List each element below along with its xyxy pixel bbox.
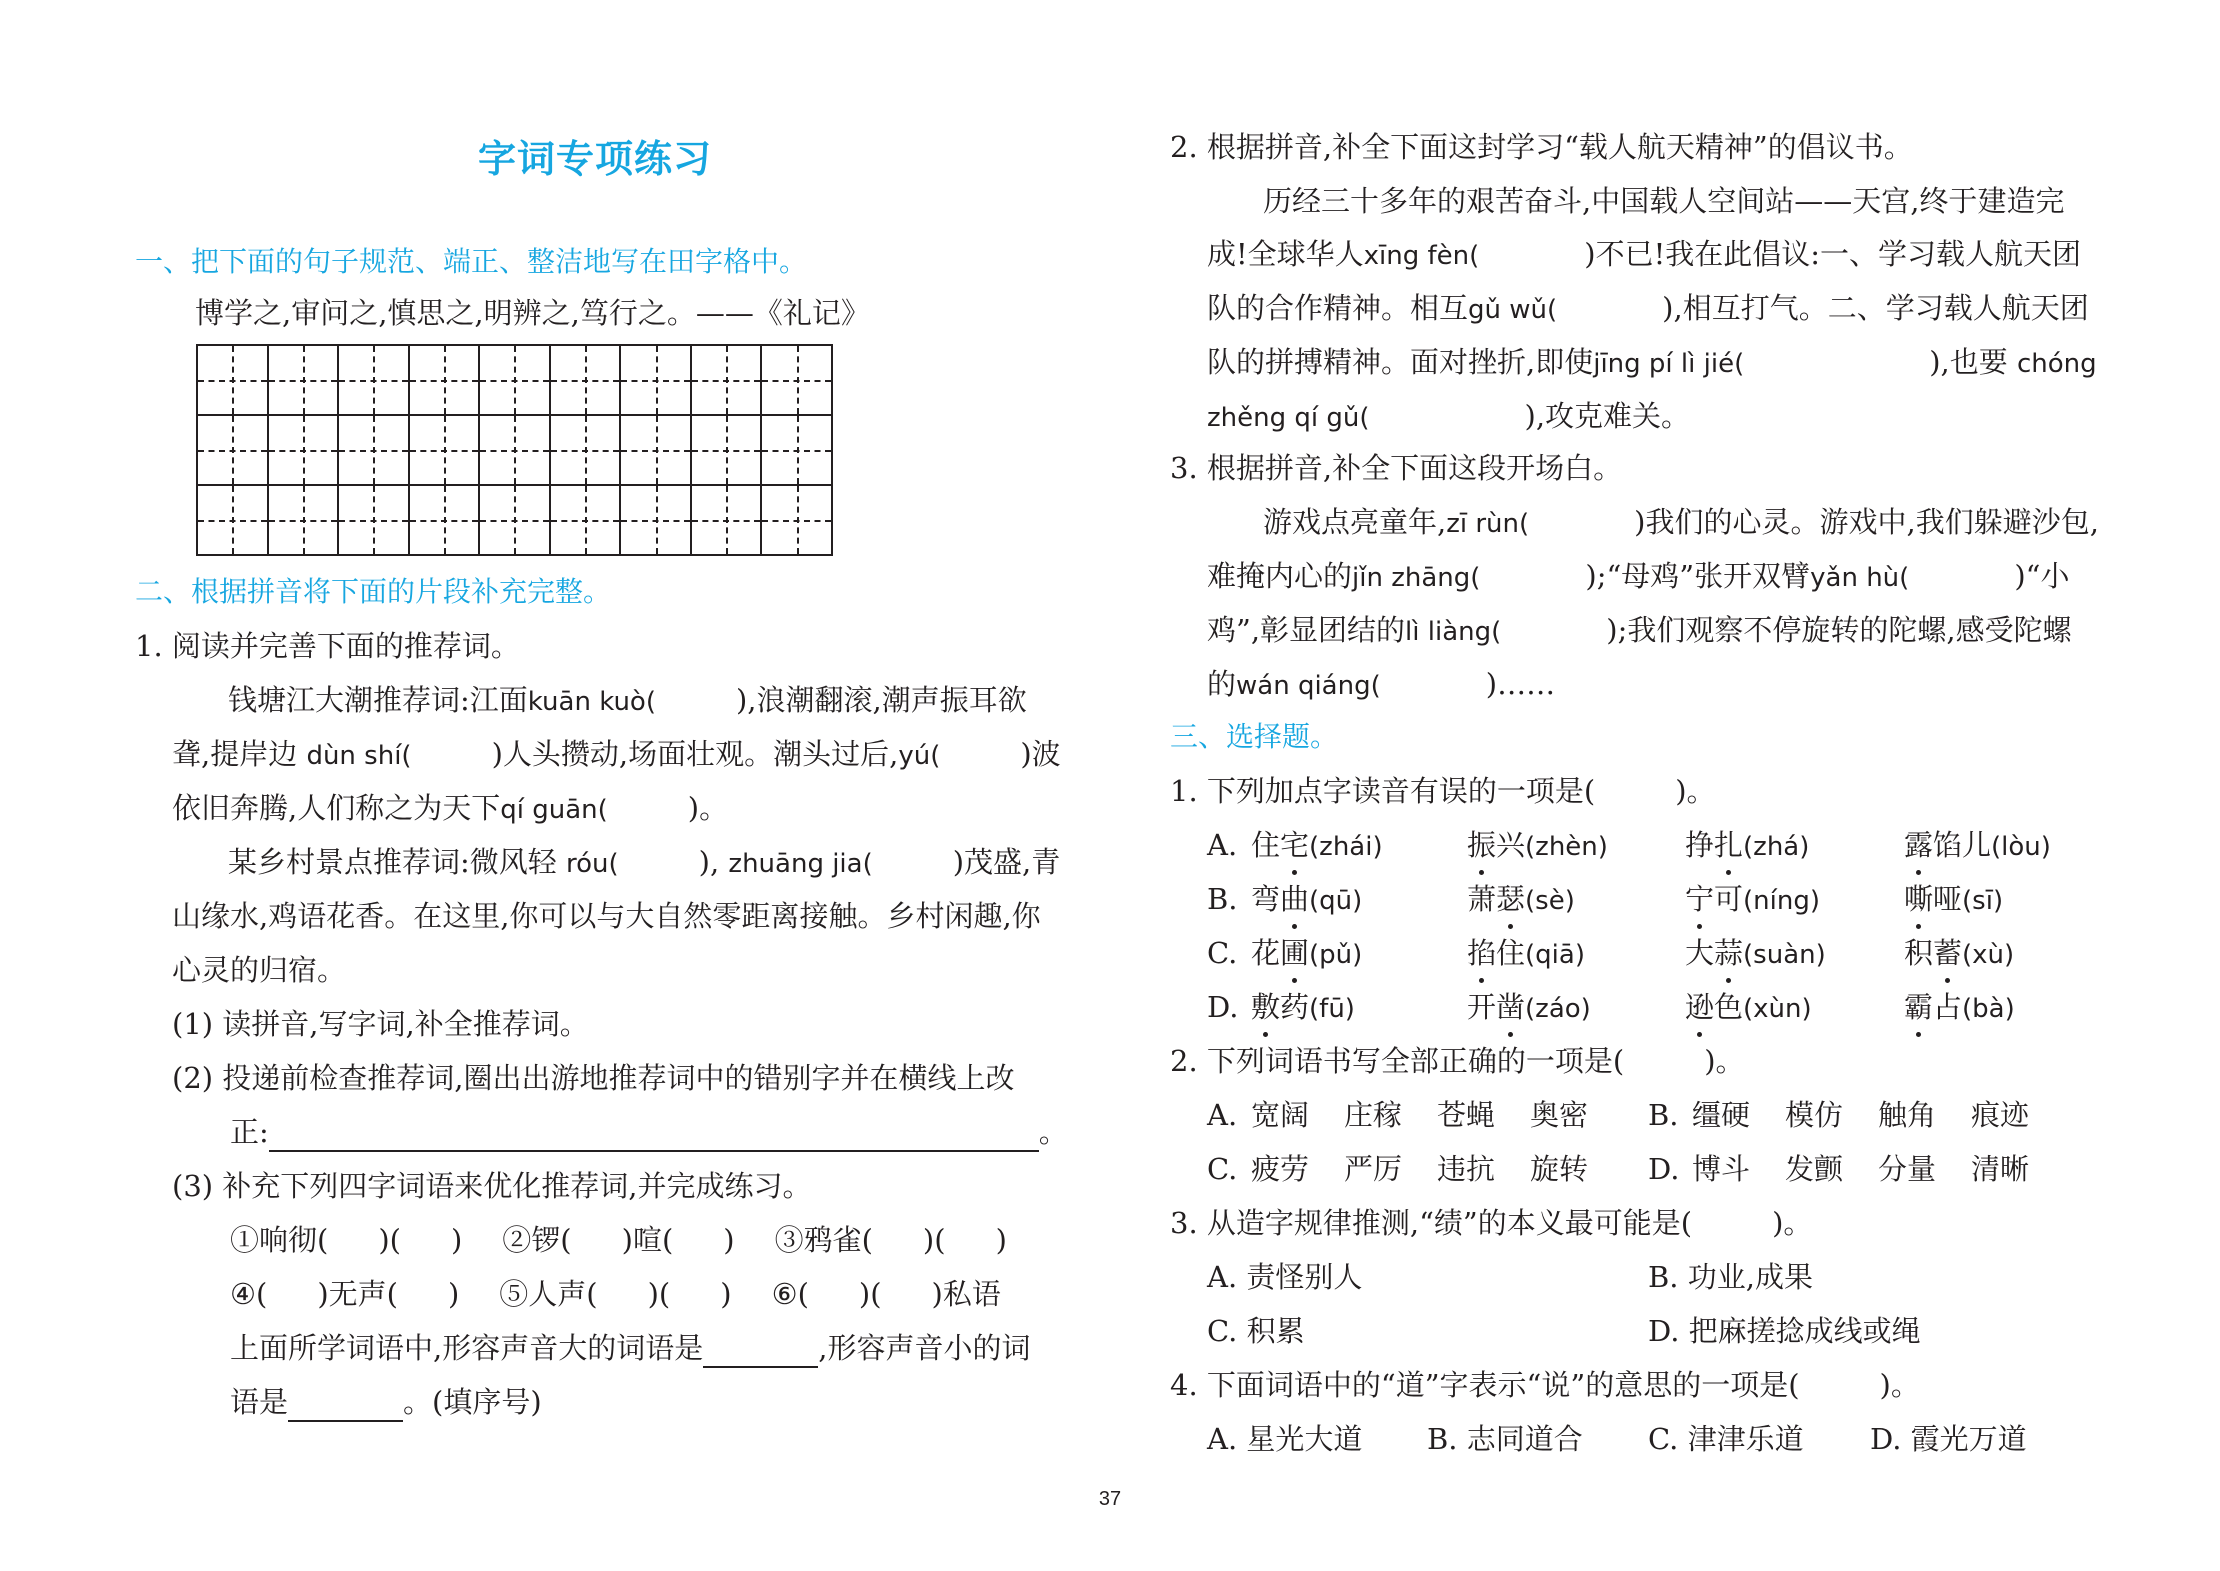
option-word	[1685, 825, 1809, 867]
pinyin: yú(	[898, 741, 941, 771]
choice-option-d[interactable]	[1648, 1149, 2030, 1189]
emphasized-character: 嘶	[1904, 879, 1933, 919]
grid-cell[interactable]	[410, 346, 481, 416]
text: 1. 下列加点字读音有误的一项是(	[1170, 774, 1596, 808]
pinyin: kuān kuò(	[527, 687, 656, 717]
choice-option-a[interactable]	[1207, 1419, 1362, 1459]
paragraph-line	[1207, 288, 2089, 328]
grid-cell[interactable]	[410, 486, 481, 556]
choice-option-c[interactable]	[1648, 1419, 1804, 1459]
option-label: B.	[1207, 882, 1238, 916]
grid-cell[interactable]	[551, 486, 622, 556]
option-word	[1904, 987, 2015, 1029]
idiom-part: )(	[858, 1277, 882, 1311]
grid-cell[interactable]	[269, 416, 340, 486]
grid-cell[interactable]	[762, 346, 833, 416]
text: 队的拼搏精神。面对挫折,即使	[1207, 345, 1594, 379]
text: 鸡”,彰显团结的	[1207, 613, 1406, 647]
idiom-part: ①响彻(	[230, 1223, 329, 1257]
word-part: 哑	[1933, 882, 1963, 916]
grid-cell[interactable]	[198, 346, 269, 416]
section-3-heading: 三、选择题。	[1170, 720, 1339, 753]
option-word	[1467, 933, 1585, 975]
choice-option-d[interactable]	[1207, 987, 2015, 1027]
text: )。	[687, 791, 729, 825]
page-title: 字词专项练习	[477, 136, 712, 181]
idiom-part: )	[720, 1277, 732, 1311]
text: 3. 从造字规律推测,“绩”的本义最可能是(	[1170, 1206, 1693, 1240]
idiom-part: )(	[647, 1277, 671, 1311]
word-part: 挣	[1685, 828, 1715, 862]
choice-option-c[interactable]	[1207, 933, 2015, 973]
text: )波	[1020, 737, 1061, 771]
pinyin: (bà)	[1962, 994, 2015, 1024]
option-word: 疲劳	[1251, 1152, 1310, 1186]
idiom-part: )	[723, 1223, 735, 1257]
emphasized-character: 扎	[1714, 825, 1743, 865]
word-part: 色	[1714, 990, 1744, 1024]
text: 某乡村景点推荐词:微风轻	[228, 845, 557, 879]
option-label: C.	[1648, 1422, 1679, 1456]
option-word	[1685, 879, 1820, 921]
quote-text: 博学之,审问之,慎思之,明辨之,笃行之。——《礼记》	[195, 296, 870, 330]
pinyin: (záo)	[1525, 994, 1591, 1024]
option-text: 津津乐道	[1687, 1422, 1804, 1456]
option-word: 模仿	[1785, 1098, 1844, 1132]
word-part: 住	[1251, 828, 1281, 862]
grid-cell[interactable]	[621, 486, 692, 556]
option-word: 分量	[1878, 1152, 1937, 1186]
question-2-1-prompt: 1. 阅读并完善下面的推荐词。	[135, 629, 520, 663]
grid-cell[interactable]	[339, 416, 410, 486]
pinyin: xīng fèn(	[1363, 241, 1480, 271]
idiom-part: ⑥(	[771, 1277, 809, 1311]
option-word	[1904, 933, 2014, 975]
emphasized-character: 振	[1467, 825, 1496, 865]
text: 队的合作精神。相互	[1207, 291, 1469, 325]
pinyin: róu(	[566, 849, 619, 879]
option-label: D.	[1648, 1314, 1680, 1348]
option-label: B.	[1648, 1098, 1679, 1132]
option-word	[1467, 879, 1575, 921]
subquestion-1: (1) 读拼音,写字词,补全推荐词。	[172, 1007, 589, 1041]
option-word	[1467, 825, 1608, 867]
section-2-heading: 二、根据拼音将下面的片段补充完整。	[135, 575, 612, 608]
pinyin: gǔ wǔ(	[1468, 295, 1558, 325]
option-word: 宽阔	[1251, 1098, 1310, 1132]
text: 2. 下列词语书写全部正确的一项是(	[1170, 1044, 1625, 1078]
pinyin: wán qiáng(	[1236, 671, 1381, 701]
paragraph-line	[1207, 610, 2072, 650]
fill-sentence-line-2	[230, 1382, 542, 1422]
text: )。	[1675, 774, 1716, 808]
paragraph-line	[1263, 502, 2099, 542]
grid-cell[interactable]	[480, 416, 551, 486]
choice-option-a[interactable]	[1207, 1095, 1589, 1135]
emphasized-character: 敷	[1251, 987, 1280, 1027]
paragraph-line	[1207, 234, 2081, 274]
answer-underline[interactable]	[288, 1390, 403, 1422]
idiom-part: )无声(	[317, 1277, 398, 1311]
pinyin: chóng	[2017, 349, 2097, 379]
paragraph-line	[172, 788, 728, 828]
option-word: 缰硬	[1692, 1098, 1751, 1132]
idiom-part: ②锣(	[502, 1223, 572, 1257]
grid-cell[interactable]	[551, 416, 622, 486]
idioms-row-1	[230, 1220, 1007, 1260]
subquestion-2: (2) 投递前检查推荐词,圈出出游地推荐词中的错别字并在横线上改	[172, 1061, 1015, 1095]
choice-option-a[interactable]	[1207, 1257, 1362, 1297]
choice-question-1-prompt	[1170, 771, 1716, 811]
option-word: 发颤	[1785, 1152, 1844, 1186]
emphasized-character: 露	[1904, 825, 1933, 865]
page-number: 37	[1098, 1488, 1122, 1510]
option-word: 旋转	[1530, 1152, 1589, 1186]
option-label: B.	[1648, 1260, 1679, 1294]
grid-cell[interactable]	[269, 486, 340, 556]
choice-option-b[interactable]	[1427, 1419, 1583, 1459]
text: 依旧奔腾,人们称之为天下	[172, 791, 501, 825]
option-word: 奥密	[1530, 1098, 1589, 1132]
option-word	[1251, 879, 1362, 921]
word-part: 花	[1251, 936, 1281, 970]
text: 语是	[230, 1385, 289, 1419]
grid-cell[interactable]	[621, 416, 692, 486]
emphasized-character: 曲	[1280, 879, 1309, 919]
option-word	[1467, 987, 1591, 1029]
option-word: 庄稼	[1344, 1098, 1403, 1132]
pinyin: dùn shí(	[306, 741, 412, 771]
text: 。	[1038, 1115, 1068, 1149]
pinyin: yǎn hù(	[1810, 563, 1910, 593]
text: );我们观察不停旋转的陀螺,感受陀螺	[1606, 613, 2072, 647]
pinyin: zī rùn(	[1446, 509, 1530, 539]
choice-question-3-prompt	[1170, 1203, 1812, 1243]
pinyin: (sè)	[1525, 886, 1575, 916]
option-label: D.	[1870, 1422, 1902, 1456]
text: )。	[1772, 1206, 1813, 1240]
option-text: 积累	[1246, 1314, 1305, 1348]
choice-question-2-prompt	[1170, 1041, 1745, 1081]
pinyin: zhuāng jia(	[728, 849, 873, 879]
pinyin: (xùn)	[1743, 994, 1812, 1024]
choice-option-b[interactable]	[1648, 1095, 2030, 1135]
emphasized-character: 宁	[1685, 879, 1714, 919]
option-label: D.	[1648, 1152, 1680, 1186]
emphasized-character: 凿	[1496, 987, 1525, 1027]
paragraph-line	[1207, 664, 1555, 704]
choice-option-c[interactable]	[1207, 1149, 1589, 1189]
pinyin: (zhèn)	[1525, 832, 1608, 862]
option-text: 功业,成果	[1687, 1260, 1813, 1294]
grid-cell[interactable]	[692, 486, 763, 556]
pinyin: (fū)	[1309, 994, 1355, 1024]
option-label: A.	[1207, 1422, 1238, 1456]
word-part: 住	[1496, 936, 1526, 970]
option-label: A.	[1207, 1260, 1238, 1294]
option-label: C.	[1207, 936, 1238, 970]
text: ),	[698, 845, 720, 879]
choice-option-b[interactable]	[1207, 879, 2004, 919]
idiom-part: ⑤人声(	[499, 1277, 598, 1311]
text: 成!全球华人	[1207, 237, 1364, 271]
text: )不已!我在此倡议:一、学习载人航天团	[1584, 237, 2082, 271]
choice-option-a[interactable]	[1207, 825, 2051, 865]
paragraph-line: 心灵的归宿。	[172, 953, 347, 987]
pinyin: (suàn)	[1743, 940, 1826, 970]
paragraph-line	[172, 734, 1061, 774]
grid-cell[interactable]	[551, 346, 622, 416]
grid-cell[interactable]	[198, 416, 269, 486]
word-part: 兴	[1496, 828, 1526, 862]
word-part: 可	[1714, 882, 1744, 916]
text: ),浪潮翻滚,潮声振耳欲	[735, 683, 1027, 717]
pinyin: (zhá)	[1743, 832, 1810, 862]
grid-cell[interactable]	[410, 416, 481, 486]
text: 钱塘江大潮推荐词:江面	[228, 683, 528, 717]
option-word	[1251, 933, 1362, 975]
word-part: 开	[1467, 990, 1497, 1024]
grid-cell[interactable]	[339, 346, 410, 416]
text: 正:	[230, 1115, 269, 1149]
pinyin: (lòu)	[1991, 832, 2051, 862]
text: ,形容声音小的词	[818, 1331, 1031, 1365]
pinyin: (sī)	[1962, 886, 2004, 916]
pinyin: qí guān(	[500, 795, 608, 825]
paragraph-line	[1207, 342, 2097, 382]
text: 上面所学词语中,形容声音大的词语是	[230, 1331, 704, 1365]
text: 的	[1207, 667, 1237, 701]
subquestion-2-answer-line	[230, 1112, 1068, 1152]
pinyin: (qiā)	[1525, 940, 1585, 970]
pinyin: (qū)	[1309, 886, 1363, 916]
paragraph-line	[228, 680, 1027, 720]
text: ),攻克难关。	[1524, 399, 1691, 433]
option-text: 霞光万道	[1910, 1422, 2027, 1456]
emphasized-character: 宅	[1280, 825, 1309, 865]
paragraph-line	[1207, 556, 2069, 596]
pinyin: lì liàng(	[1405, 617, 1502, 647]
option-label: B.	[1427, 1422, 1458, 1456]
text: 聋,提岸边	[172, 737, 298, 771]
text: )。	[1704, 1044, 1745, 1078]
text: );“母鸡”张开双臂	[1585, 559, 1811, 593]
paragraph-line	[228, 842, 1060, 882]
grid-cell[interactable]	[198, 486, 269, 556]
option-word	[1685, 987, 1812, 1029]
word-part: 弯	[1251, 882, 1281, 916]
option-word	[1685, 933, 1826, 975]
grid-cell[interactable]	[339, 486, 410, 556]
grid-cell[interactable]	[269, 346, 340, 416]
emphasized-character: 霸	[1904, 987, 1933, 1027]
text: 。(填序号)	[403, 1385, 542, 1419]
option-word	[1904, 825, 2051, 867]
paragraph-line: 山缘水,鸡语花香。在这里,你可以与大自然零距离接触。乡村闲趣,你	[172, 899, 1041, 933]
emphasized-character: 瑟	[1496, 879, 1525, 919]
idiom-part: )私语	[931, 1277, 1001, 1311]
option-label: A.	[1207, 1098, 1238, 1132]
idiom-part: )	[447, 1277, 460, 1311]
option-text: 把麻搓捻成线或绳	[1688, 1314, 1921, 1348]
option-label: C.	[1207, 1314, 1238, 1348]
emphasized-character: 蓄	[1933, 933, 1962, 973]
option-word: 违抗	[1437, 1152, 1496, 1186]
idiom-part: )(	[378, 1223, 401, 1257]
text: )。	[1879, 1368, 1920, 1402]
emphasized-character: 蒜	[1714, 933, 1743, 973]
word-part: 萧	[1467, 882, 1497, 916]
option-text: 责怪别人	[1246, 1260, 1363, 1294]
grid-cell[interactable]	[480, 346, 551, 416]
pinyin: (zhái)	[1309, 832, 1383, 862]
option-word: 痕迹	[1971, 1098, 2030, 1132]
grid-cell[interactable]	[480, 486, 551, 556]
answer-underline[interactable]	[269, 1120, 1039, 1152]
choice-option-c[interactable]	[1207, 1311, 1305, 1351]
choice-question-4-prompt	[1170, 1365, 1920, 1405]
emphasized-character: 逊	[1685, 987, 1714, 1027]
word-part: 大	[1685, 936, 1715, 970]
option-label: D.	[1207, 990, 1239, 1024]
grid-cell[interactable]	[762, 416, 833, 486]
idiom-part: )(	[922, 1223, 946, 1257]
pinyin: (xù)	[1962, 940, 2015, 970]
option-label: A.	[1207, 828, 1238, 862]
answer-underline[interactable]	[703, 1336, 818, 1368]
text: )我们的心灵。游戏中,我们躲避沙包,	[1634, 505, 2099, 539]
option-word: 博斗	[1692, 1152, 1751, 1186]
text: 难掩内心的	[1207, 559, 1353, 593]
pinyin: (pǔ)	[1309, 940, 1363, 970]
word-part: 占	[1933, 990, 1963, 1024]
word-part: 积	[1904, 936, 1934, 970]
paragraph-line	[1207, 396, 1690, 436]
pinyin: zhěng qí gǔ(	[1207, 403, 1370, 433]
idiom-part: )喧(	[621, 1223, 674, 1257]
idiom-part: )	[450, 1223, 463, 1257]
text: )……	[1485, 667, 1556, 701]
idiom-part: ③鸦雀(	[774, 1223, 873, 1257]
option-word: 苍蝇	[1437, 1098, 1496, 1132]
subquestion-3: (3) 补充下列四字词语来优化推荐词,并完成练习。	[172, 1169, 812, 1203]
section-1-heading: 一、把下面的句子规范、端正、整洁地写在田字格中。	[135, 245, 808, 278]
option-word	[1251, 987, 1355, 1029]
choice-option-d[interactable]	[1648, 1311, 1921, 1351]
text: ),也要	[1929, 345, 2008, 379]
tianzige-writing-grid[interactable]	[196, 344, 833, 556]
text: )茂盛,青	[952, 845, 1061, 879]
word-part: 药	[1280, 990, 1310, 1024]
text: )“小	[2014, 559, 2070, 593]
text: 4. 下面词语中的“道”字表示“说”的意思的一项是(	[1170, 1368, 1800, 1402]
word-part: 馅儿	[1933, 828, 1992, 862]
question-2-2-prompt: 2. 根据拼音,补全下面这封学习“载人航天精神”的倡议书。	[1170, 130, 1913, 164]
idiom-part: )	[995, 1223, 1007, 1257]
idiom-part: ④(	[230, 1277, 268, 1311]
grid-cell[interactable]	[692, 346, 763, 416]
pinyin: jīng pí lì jié(	[1593, 349, 1745, 379]
option-word: 清晰	[1971, 1152, 2030, 1186]
idioms-row-2	[230, 1274, 1001, 1314]
option-label: C.	[1207, 1152, 1238, 1186]
question-2-3-prompt: 3. 根据拼音,补全下面这段开场白。	[1170, 451, 1623, 485]
option-text: 志同道合	[1466, 1422, 1583, 1456]
option-text: 星光大道	[1246, 1422, 1363, 1456]
option-word: 严厉	[1344, 1152, 1403, 1186]
pinyin: jǐn zhāng(	[1352, 563, 1481, 593]
grid-cell[interactable]	[621, 346, 692, 416]
option-word	[1904, 879, 2003, 921]
option-word	[1251, 825, 1383, 867]
fill-sentence-line-1	[230, 1328, 1030, 1368]
option-word: 触角	[1878, 1098, 1937, 1132]
paragraph-line: 历经三十多年的艰苦奋斗,中国载人空间站——天宫,终于建造完	[1263, 184, 2065, 218]
choice-option-b[interactable]	[1648, 1257, 1813, 1297]
grid-cell[interactable]	[692, 416, 763, 486]
emphasized-character: 圃	[1280, 933, 1309, 973]
choice-option-d[interactable]	[1870, 1419, 2027, 1459]
grid-cell[interactable]	[762, 486, 833, 556]
pinyin: (níng)	[1743, 886, 1821, 916]
text: 游戏点亮童年,	[1263, 505, 1447, 539]
emphasized-character: 掐	[1467, 933, 1496, 973]
text: ),相互打气。二、学习载人航天团	[1662, 291, 2089, 325]
text: )人头攒动,场面壮观。潮头过后,	[491, 737, 899, 771]
